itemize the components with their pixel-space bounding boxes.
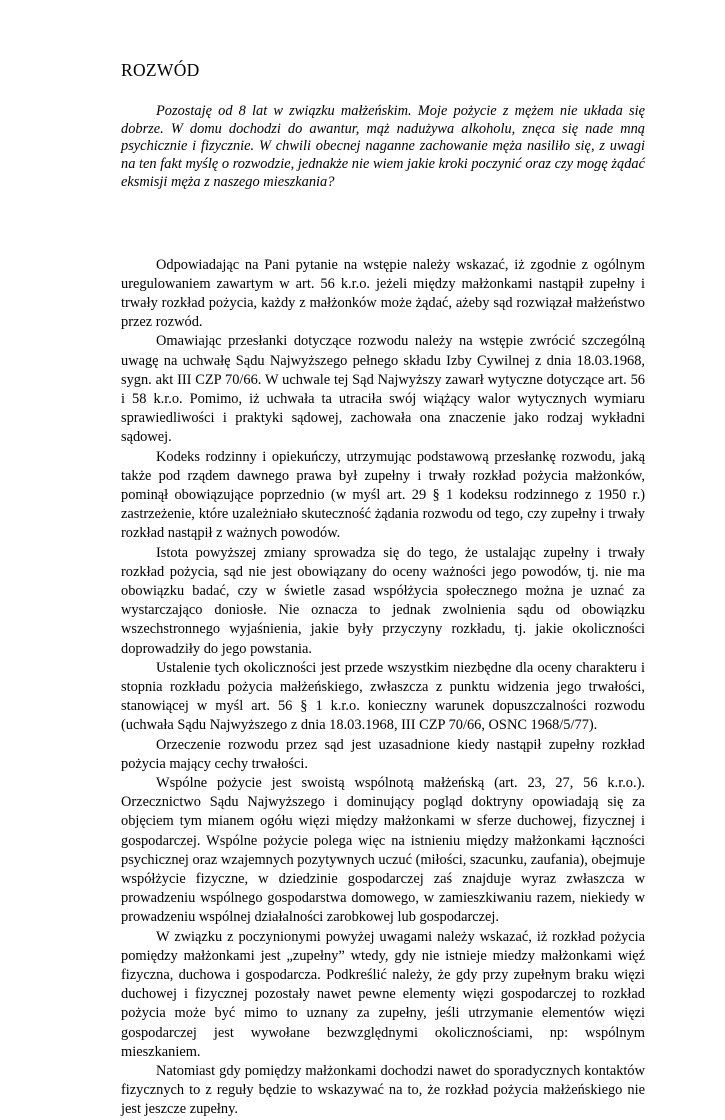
answer-paragraph: Wspólne pożycie jest swoistą wspólnotą małżeńską (art. 23, 27, 56 k.r.o.). Orzecznictwo Sądu Najwyższego i dominujący pogląd doktryny opowiadają się za objęciem tym mianem ogółu więzi między małżonkami w sferze duchowej, fizycznej i gospodarczej. Wspólne pożycie polega więc na istnieniu między małżonkami łączności psychicznej oraz wzajemnych pozytywnych uczuć (miłości, szacunku, zaufania), obejmuje współżycie fizyczne, w dziedzinie gospodarczej zaś znajduje wyraz zwłaszcza w prowadzeniu wspólnego gospodarstwa domowego, w zamieszkiwaniu razem, niekiedy w prowadzeniu wspólnej działalności zarobkowej lub gospodarczej. (121, 775, 645, 926)
answer-paragraph: W związku z poczynionymi powyżej uwagami należy wskazać, iż rozkład pożycia pomiędzy małżonkami jest „zupełny” wtedy, gdy nie istnieje miedzy małżonkami więź fizyczna, duchowa i gospodarcza. Podkreślić należy, że gdy przy zupełnym braku więzi duchowej i fizycznej pozostały nawet pewne elementy więzi gospodarczej to rozkład pożycia może być mimo to uznany za zupełny, jeśli utrzymanie elementów więzi gospodarczej jest wywołane bezwzględnymi okolicznościami, np: wspólnym mieszkaniem. (121, 928, 645, 1060)
answer-paragraph: Odpowiadając na Pani pytanie na wstępie należy wskazać, iż zgodnie z ogólnym uregulowaniem zawartym w art. 56 k.r.o. jeżeli między małżonkami nastąpił zupełny i trwały rozkład pożycia, każdy z małżonków może żądać, ażeby sąd rozwiązał małżeństwo przez rozwód. (121, 256, 645, 331)
answer-paragraph: Kodeks rodzinny i opiekuńczy, utrzymując podstawową przesłankę rozwodu, jaką także pod rządem dawnego prawa był zupełny i trwały rozkład pożycia małżonków, pominął obowiązujące poprzednio (w myśl art. 29 § 1 kodeksu rodzinnego z 1950 r.) zastrzeżenie, które uzależniało skuteczność żądania rozwodu od tego, czy zupełny i trwały rozkład nastąpił z ważnych powodów. (121, 448, 645, 542)
answer-paragraph: Natomiast gdy pomiędzy małżonkami dochodzi nawet do sporadycznych kontaktów fizycznych to z reguły będzie to wskazywać na to, że rozkład pożycia małżeńskiego nie jest jeszcze zupełny. (121, 1063, 645, 1118)
answer-body (121, 256, 645, 1120)
answer-paragraph: Istota powyższej zmiany sprowadza się do tego, że ustalając zupełny i trwały rozkład pożycia, sąd nie jest obowiązany do oceny ważności jego powodów, tj. nie ma obowiązku badać, czy w świetle zasad współżycia społecznego można je uznać za wystarczająco doniosłe. Nie oznacza to jednak zwolnienia sądu od obowiązku wszechstronnego wyjaśnienia, jakie były przyczyny rozkładu, tj. jakie okoliczności doprowadziły do jego powstania. (121, 544, 645, 657)
answer-paragraph: Orzeczenie rozwodu przez sąd jest uzasadnione kiedy nastąpił zupełny rozkład pożycia mający cechy trwałości. (121, 736, 645, 772)
answer-paragraph: Ustalenie tych okoliczności jest przede wszystkim niezbędne dla oceny charakteru i stopnia rozkładu pożycia małżeńskiego, zwłaszcza z punktu widzenia jego trwałości, stanowiącej w myśl art. 56 § 1 k.r.o. konieczny warunek dopuszczalności rozwodu (uchwała Sądu Najwyższego z dnia 18.03.1968, III CZP 70/66, OSNC 1968/5/77). (121, 659, 645, 734)
reader-question (121, 103, 645, 192)
question-text: Pozostaję od 8 lat w związku małżeńskim. Moje pożycie z mężem nie układa się dobrze. W domu dochodzi do awantur, mąż nadużywa alkoholu, znęca się nade mną psychicznie i fizycznie. W chwili obecnej naganne zachowanie męża nasiliło się, z uwagi na ten fakt myślę o rozwodzie, jednakże nie wiem jakie kroki poczynić oraz czy mogę żądać eksmisji męża z naszego mieszkania? (121, 103, 645, 190)
document-title: ROZWÓD (121, 60, 200, 80)
answer-paragraph: Omawiając przesłanki dotyczące rozwodu należy na wstępie zwrócić szczególną uwagę na uchwałę Sądu Najwyższego pełnego składu Izby Cywilnej z dnia 18.03.1968, sygn. akt III CZP 70/66. W uchwale tej Sąd Najwyższy zawarł wytyczne dotyczące art. 56 i 58 k.r.o. Pomimo, iż uchwała ta utraciła swój wiążący walor wytycznych wymiaru sprawiedliwości i praktyki sądowej, zachowała ona znaczenie jako rodzaj wykładni sądowej. (121, 333, 645, 446)
document-content (121, 103, 645, 1120)
